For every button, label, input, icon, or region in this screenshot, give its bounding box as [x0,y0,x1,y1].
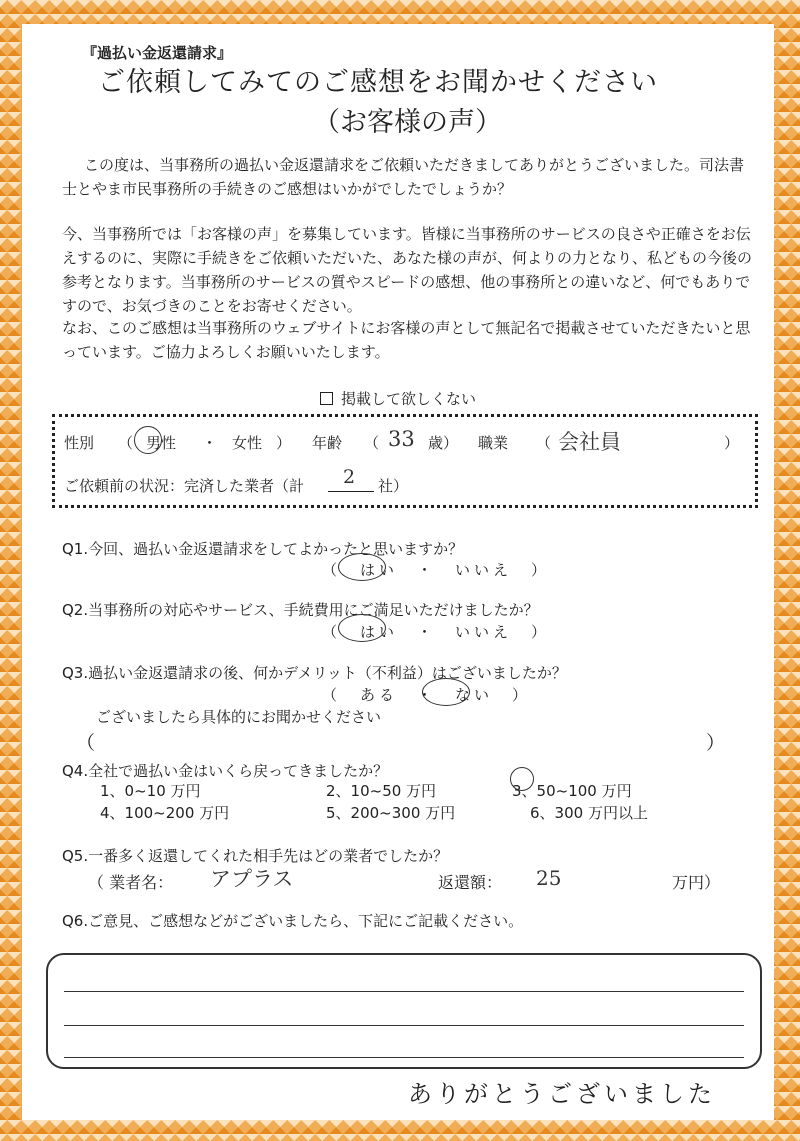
question-3-options[interactable]: （ ある ・ ない ） [322,686,532,704]
company-name-label: （ 業者名： [88,873,174,892]
comment-area[interactable] [46,953,762,1069]
amount-choice-2[interactable]: 2、10~50 万円 [326,782,437,800]
comment-line [64,991,744,992]
amount-choice-4[interactable]: 4、100~200 万円 [100,804,230,822]
comment-line [64,1025,744,1026]
comment-line [64,1057,744,1058]
detail-open-paren: （ [76,732,96,754]
detail-close-paren: ） [706,732,726,754]
amount-choice-1[interactable]: 1、0~10 万円 [100,782,201,800]
fill-in-underline [328,491,374,492]
amount-choice-5[interactable]: 5、200~300 万円 [326,804,456,822]
company-name-value[interactable]: アプラス [210,867,294,891]
intro-paragraph-1: この度は、当事務所の過払い金返還請求をご依頼いただきましてありがとうございました。司法書士とやま市民事務所の手続きのご感想はいかがでしたでしょうか？ [62,156,745,198]
selected-circle-mark [338,614,386,642]
refund-amount-unit: 万円） [672,873,721,892]
prior-company-count[interactable]: 2 [343,466,356,488]
age-label: 年齢 [312,434,343,452]
question-6: Q6.ご意見、ご感想などがございましたら、下記にご記載ください。 [62,912,524,930]
refund-amount-label: 返還額： [438,873,503,892]
question-4: Q4.全社で過払い金はいくら戻ってきましたか？ [62,762,389,780]
closing-thanks: ありがとうございました [408,1080,716,1108]
publish-opt-out[interactable] [320,388,476,409]
question-3: Q3.過払い金返還請求の後、何かデメリット（不利益）はございましたか？ [62,664,567,682]
selected-circle-mark [134,426,162,454]
checkbox-icon[interactable] [320,392,333,405]
question-2: Q2.当事務所の対応やサービス、手続費用にご満足いただけましたか？ [62,601,539,619]
selected-circle-mark [422,678,470,706]
amount-choice-3[interactable]: 3、50~100 万円 [512,782,632,800]
question-3-detail-prompt: ございましたら具体的にお聞かせください [96,708,382,726]
selected-circle-mark [510,767,534,791]
publish-opt-out-label: 掲載して欲しくない [341,390,477,408]
gender-option-male[interactable]: 男性 [146,434,177,452]
selected-circle-mark [338,553,386,581]
question-1-options[interactable]: （ はい ・ いいえ ） [322,561,551,579]
occupation-value[interactable]: 会社員 [558,430,621,454]
page-title: ご依頼してみてのご感想をお聞かせください [98,67,658,98]
question-2-options[interactable]: （ はい ・ いいえ ） [322,623,551,641]
prior-status-unit: 社） [378,477,409,495]
occupation-close-paren: ） [724,434,740,452]
question-1: Q1.今回、過払い金返還請求をしてよかったと思いますか？ [62,540,464,558]
page-subtitle: （お客様の声） [313,107,502,138]
age-open-paren: （ [364,434,380,452]
age-value[interactable]: 33 [388,427,415,451]
form-badge: 『過払い金返還請求』 [82,44,233,62]
refund-amount-value[interactable]: 25 [536,866,562,890]
question-5: Q5.一番多く返還してくれた相手先はどの業者でしたか？ [62,847,449,865]
gender-option-female[interactable]: 女性 [232,434,263,452]
gender-open-paren: （ [118,434,134,452]
intro-paragraph-3: なお、このご感想は当事務所のウェブサイトにお客様の声として無記名で掲載させていただきたいと思っています。ご協力よろしくお願いいたします。 [62,319,751,361]
occupation-label: 職業 [478,434,509,452]
prior-status-label: ご依頼前の状況：完済した業者（計 [64,477,305,495]
intro-paragraph-2: 今、当事務所では「お客様の声」を募集しています。皆様に当事務所のサービスの良さや正確さをお伝えするのに、実際に手続きをご依頼いただいた、あなた様の声が、何よりの力となり、私どもの今後の参考となります。当事務所のサービスの質やスピードの感想、他の事務所との違いなど、何でもありですので、お気づきのことをお寄せください。 [62,225,753,315]
gender-separator: ・ [202,434,218,452]
occupation-open-paren: （ [536,434,552,452]
gender-close-paren: ） [276,434,292,452]
age-unit: 歳） [428,434,459,452]
gender-label: 性別 [64,434,95,452]
amount-choice-6[interactable]: 6、300 万円以上 [530,804,648,822]
